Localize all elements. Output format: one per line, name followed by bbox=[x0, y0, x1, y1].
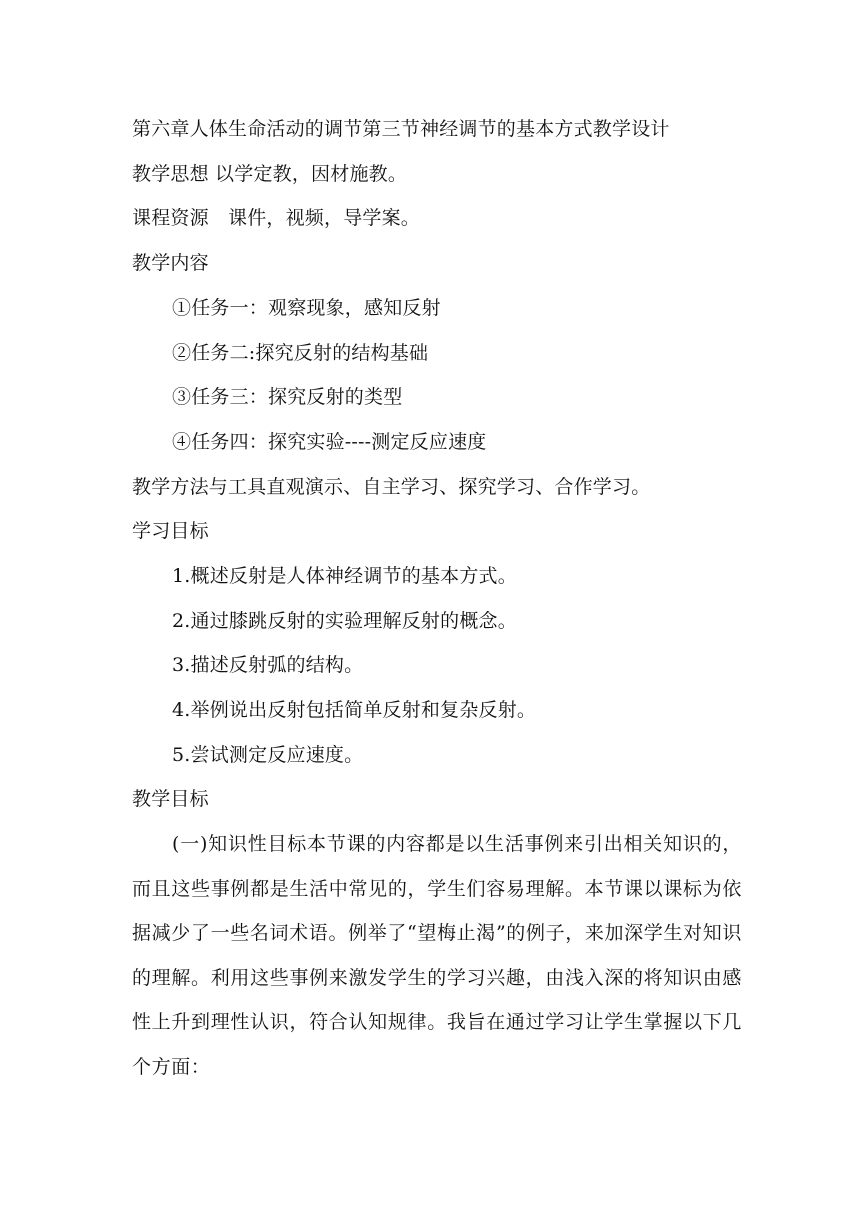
content-heading: 教学内容 bbox=[132, 252, 209, 274]
course-resources-line: 课程资源 课件，视频，导学案。 bbox=[132, 207, 421, 229]
learning-goal-item: 1.概述反射是人体神经调节的基本方式。 bbox=[172, 565, 517, 587]
knowledge-goal-paragraph: (一)知识性目标本节课的内容都是以生活事例来引出相关知识的，而且这些事例都是生活中常见的，学生们容易理解。本节课以课标为依据减少了一些名词术语。例举了“望梅止渴”的例子，来加深学生对知识的理解。利用这些事例来激发学生的学习兴趣，由浅入深的将知识由感性上升到理性认识，符合认知规律。我旨在通过学习让学生掌握以下几个方面： bbox=[132, 833, 742, 1078]
task-item: ③任务三：探究反射的类型 bbox=[172, 386, 403, 408]
learning-goals-heading: 学习目标 bbox=[132, 520, 209, 542]
learning-goal-item: 2.通过膝跳反射的实验理解反射的概念。 bbox=[172, 610, 517, 632]
task-item: ①任务一：观察现象，感知反射 bbox=[172, 297, 441, 319]
teaching-goals-heading: 教学目标 bbox=[132, 788, 209, 810]
document-title: 第六章人体生命活动的调节第三节神经调节的基本方式教学设计 bbox=[132, 118, 670, 140]
learning-goal-item: 3.描述反射弧的结构。 bbox=[172, 654, 364, 676]
task-item: ④任务四：探究实验----测定反应速度 bbox=[172, 431, 487, 453]
methods-line: 教学方法与工具直观演示、自主学习、探究学习、合作学习。 bbox=[132, 476, 651, 498]
teaching-idea-line: 教学思想 以学定教，因材施教。 bbox=[132, 163, 408, 185]
task-item: ②任务二:探究反射的结构基础 bbox=[172, 342, 429, 364]
learning-goal-item: 5.尝试测定反应速度。 bbox=[172, 744, 364, 766]
learning-goal-item: 4.举例说出反射包括简单反射和复杂反射。 bbox=[172, 699, 537, 721]
